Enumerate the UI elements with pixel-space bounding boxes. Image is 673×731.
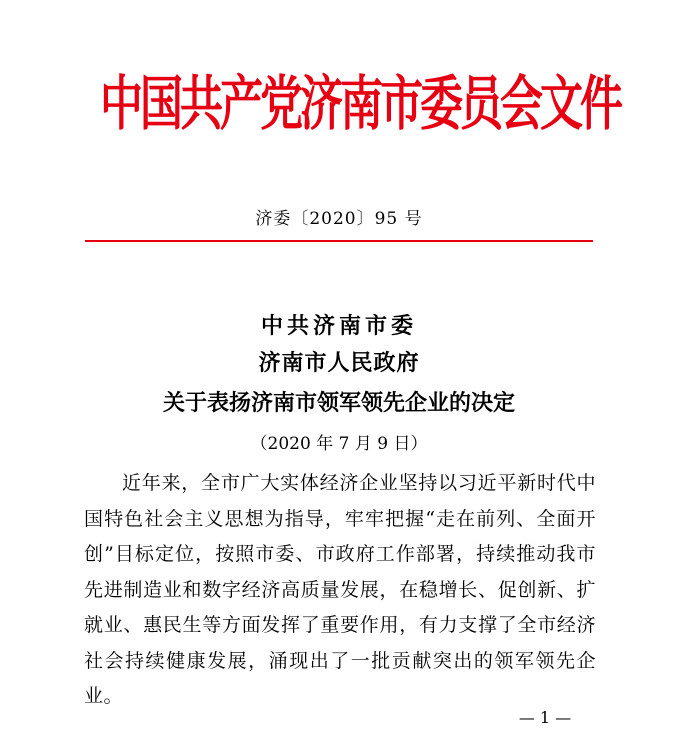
document-date: （2020 年 7 月 9 日）	[250, 434, 428, 454]
red-separator-line	[85, 240, 593, 242]
body-text	[84, 466, 596, 715]
title-line-issuer-government: 济南市人民政府	[258, 350, 420, 376]
body-paragraph: 近年来，全市广大实体经济企业坚持以习近平新时代中国特色社会主义思想为指导，牢牢把握“走在前列、全面开创”目标定位，按照市委、市政府工作部署，持续推动我市先进制造业和数字经济高质量发展，在稳增长、促创新、扩就业、惠民生等方面发挥了重要作用，有力支撑了全市经济社会持续健康发展，涌现出了一批贡献突出的领军领先企业。	[84, 472, 596, 707]
title-line-issuer-party: 中共济南市委	[260, 313, 417, 339]
title-line-subject: 关于表扬济南市领军领先企业的决定	[162, 390, 515, 416]
document-header-title: 中国共产党济南市委员会文件	[100, 70, 620, 140]
document-number: 济委〔2020〕95 号	[255, 209, 423, 229]
page-number: — 1 —	[518, 708, 572, 727]
